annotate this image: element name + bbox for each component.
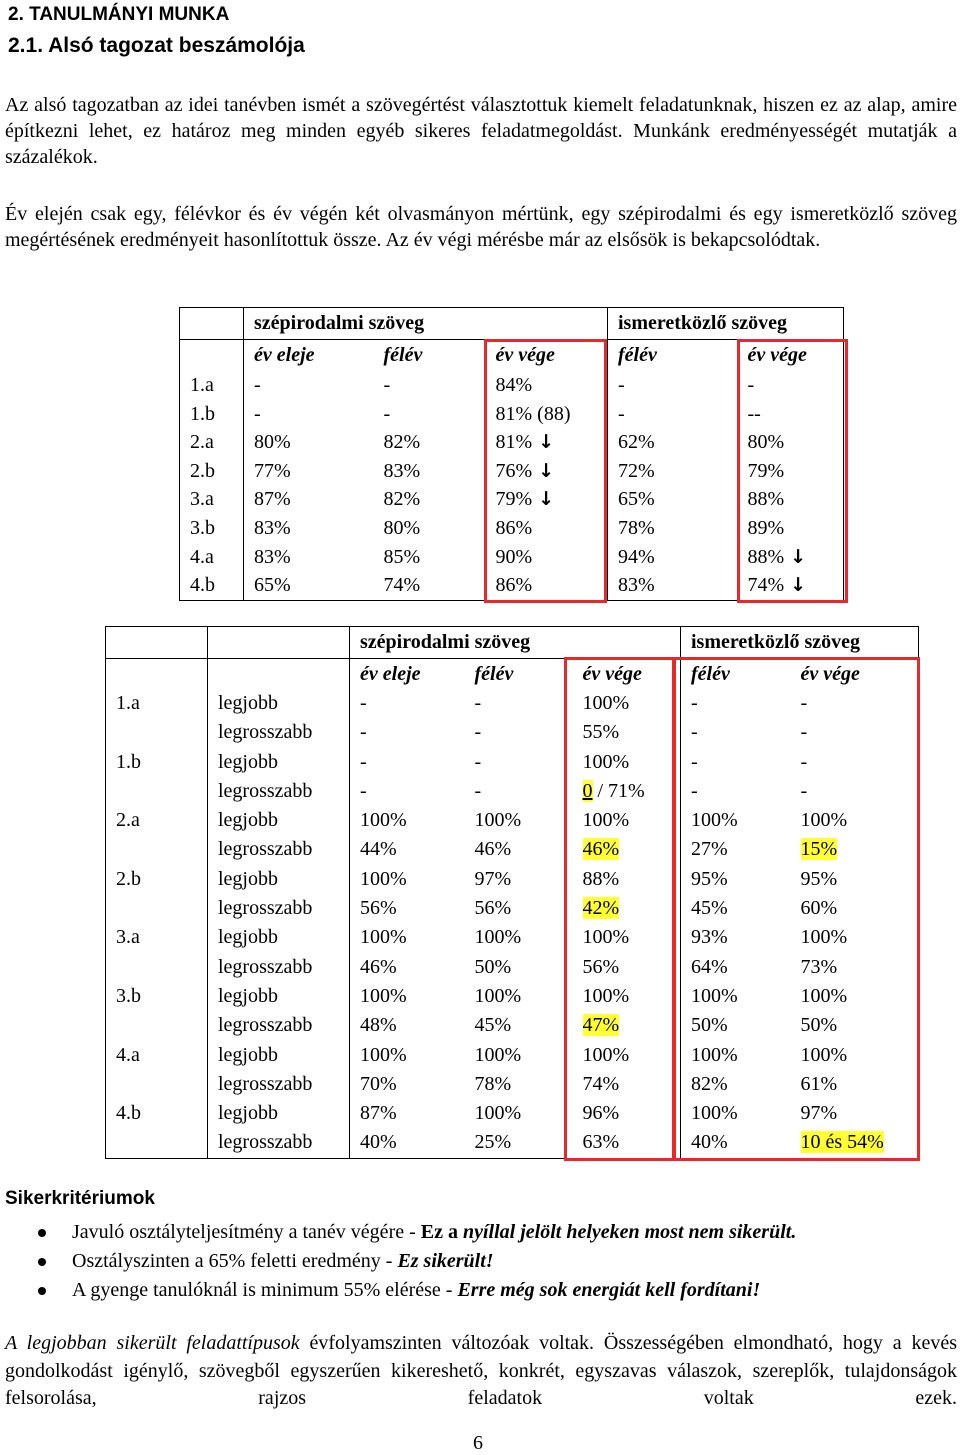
value-cell: 83%: [244, 514, 374, 543]
class-label-cell: 3.b: [116, 984, 141, 1007]
value-cell: -: [383, 374, 391, 396]
table-subheader-row: [106, 658, 919, 689]
table-row: [106, 835, 919, 864]
table-row: [106, 894, 919, 923]
value-cell: 100%: [582, 984, 630, 1007]
table-row: [106, 777, 919, 806]
value-cell: 100%: [474, 1043, 522, 1066]
kind-cell: legrosszabb: [208, 953, 350, 982]
value-cell: 100%: [582, 692, 630, 714]
table-header-row: [180, 308, 844, 340]
value-cell: 94%: [608, 543, 738, 572]
value-cell: 44%: [350, 835, 465, 864]
class-label-cell: 2.b: [190, 459, 215, 482]
value-cell: 95%: [800, 867, 838, 890]
kind-cell: legjobb: [208, 923, 350, 952]
value-cell: 60%: [800, 897, 838, 920]
value-cell: 78%: [608, 514, 738, 543]
value-cell: 86%: [495, 516, 533, 539]
value-cell: 50%: [474, 955, 512, 978]
value-cell: 83%: [608, 571, 738, 600]
group-header-literary: szépirodalmi szöveg: [244, 308, 608, 340]
value-cell: -: [350, 748, 465, 777]
value-cell: 83%: [383, 459, 421, 482]
table-row: [106, 689, 919, 718]
criteria-title: Sikerkritériumok: [5, 1188, 155, 1209]
table-row: [106, 718, 919, 747]
value-cell: -: [608, 371, 738, 400]
value-cell: 100%: [582, 1043, 630, 1066]
kind-cell: legrosszabb: [208, 835, 350, 864]
kind-cell: legjobb: [208, 982, 350, 1011]
class-label-cell: 1.b: [116, 750, 141, 773]
value-cell: 77%: [244, 457, 374, 486]
value-cell: -: [350, 777, 465, 806]
table-row: [106, 806, 919, 835]
value-cell: 0 / 71%: [582, 779, 645, 802]
list-item: Osztályszinten a 65% feletti eredmény - Ez sikerült!: [36, 1247, 796, 1276]
class-label-cell: 3.b: [190, 516, 215, 539]
value-cell: 100%: [350, 923, 465, 952]
value-cell: 100%: [681, 1099, 791, 1128]
list-item: Javuló osztályteljesítmény a tanév végére - Ez a nyíllal jelölt helyeken most nem sikerült.: [36, 1218, 796, 1247]
value-cell: 100%: [582, 809, 630, 832]
class-label-cell: 2.a: [190, 431, 214, 454]
class-label-cell: [106, 894, 208, 923]
method-paragraph: Év elején csak egy, félévkor és év végén két olvasmányon mértünk, egy szépirodalmi és egy ismeretközlő szöveg megértésének eredményeit hasonlítottuk össze. Az év végi mérésbe már az elsősök is bekapcsolódtak.: [5, 203, 957, 251]
value-cell: -: [800, 750, 808, 773]
kind-cell: legjobb: [208, 748, 350, 777]
class-label-cell: [106, 1070, 208, 1099]
value-cell: -: [474, 721, 482, 744]
kind-cell: legrosszabb: [208, 1070, 350, 1099]
value-cell: 82%: [383, 431, 421, 454]
class-label-cell: [106, 1011, 208, 1040]
subheader-cell: félév: [474, 662, 514, 685]
kind-cell: legjobb: [208, 1099, 350, 1128]
value-cell: 100%: [582, 926, 630, 949]
value-cell: 56%: [350, 894, 465, 923]
table-row: [180, 514, 844, 543]
value-cell: 100%: [681, 982, 791, 1011]
class-label-cell: 2.b: [116, 867, 141, 890]
table-row: [106, 1011, 919, 1040]
value-cell: -: [608, 400, 738, 429]
value-cell: --: [747, 402, 761, 425]
class-label-cell: [106, 1128, 208, 1158]
value-cell: 100%: [800, 809, 848, 832]
intro-paragraph: Az alsó tagozatban az idei tanévben ismét a szövegértést választottuk kiemelt feladatunknak, hiszen ez az alap, amire építkezni lehet, ez határoz meg minden egyéb sikeres feladatmegoldást. Munkánk eredményességét mutatják a százalékok.: [5, 94, 957, 168]
value-cell: 88% ↓: [747, 545, 807, 568]
kind-cell: legjobb: [208, 1041, 350, 1070]
value-cell: 100%: [350, 982, 465, 1011]
table-row: [180, 571, 844, 600]
value-cell: -: [681, 689, 791, 718]
table-row: [180, 543, 844, 572]
value-cell: 93%: [681, 923, 791, 952]
value-cell: 10 és 54%: [800, 1131, 884, 1154]
kind-cell: legjobb: [208, 806, 350, 835]
value-cell: 15%: [800, 838, 838, 861]
class-label-cell: 3.a: [190, 488, 214, 511]
subheader-cell: év vége: [495, 344, 555, 366]
value-cell: 50%: [800, 1014, 838, 1037]
table-row: [180, 485, 844, 514]
subheader-cell: év eleje: [244, 340, 374, 372]
table-row: [106, 865, 919, 894]
value-cell: 95%: [681, 865, 791, 894]
down-arrow-icon: ↓: [538, 459, 555, 482]
value-cell: -: [800, 721, 808, 744]
subheader-cell: év vége: [582, 662, 642, 685]
value-cell: 62%: [608, 428, 738, 457]
value-cell: 100%: [474, 984, 522, 1007]
table-subheader-row: [180, 340, 844, 372]
section-heading: 2. TANULMÁNYI MUNKA: [8, 4, 230, 25]
down-arrow-icon: ↓: [538, 488, 555, 511]
value-cell: 74%: [383, 574, 421, 597]
group-header-informational: ismeretközlő szöveg: [681, 627, 919, 659]
subsection-heading: 2.1. Alsó tagozat beszámolója: [8, 34, 305, 57]
value-cell: 65%: [244, 571, 374, 600]
value-cell: 50%: [681, 1011, 791, 1040]
value-cell: 46%: [350, 953, 465, 982]
kind-cell: legrosszabb: [208, 1128, 350, 1158]
value-cell: 80%: [244, 428, 374, 457]
value-cell: 65%: [608, 485, 738, 514]
value-cell: 74% ↓: [747, 574, 807, 597]
table-row: [180, 457, 844, 486]
table-row: [106, 923, 919, 952]
value-cell: 100%: [350, 806, 465, 835]
table-row: [106, 953, 919, 982]
table-row: [106, 982, 919, 1011]
value-cell: -: [474, 779, 482, 802]
down-arrow-icon: ↓: [790, 545, 807, 568]
value-cell: 86%: [495, 574, 533, 597]
value-cell: 81% (88): [495, 402, 571, 425]
value-cell: 100%: [681, 1041, 791, 1070]
table-row: [106, 1128, 919, 1158]
kind-cell: legjobb: [208, 689, 350, 718]
value-cell: 80%: [747, 431, 785, 454]
table-row: [180, 371, 844, 400]
value-cell: 87%: [350, 1099, 465, 1128]
table-row: [180, 428, 844, 457]
value-cell: 100%: [800, 1043, 848, 1066]
value-cell: 56%: [582, 955, 620, 978]
value-cell: -: [800, 779, 808, 802]
class-label-cell: 2.a: [116, 809, 140, 832]
value-cell: -: [681, 718, 791, 747]
value-cell: 45%: [474, 1014, 512, 1037]
value-cell: 87%: [244, 485, 374, 514]
value-cell: 61%: [800, 1072, 838, 1095]
value-cell: -: [474, 692, 482, 714]
class-label-cell: [106, 835, 208, 864]
class-label-cell: 4.b: [190, 574, 215, 597]
summary-paragraph: A legjobban sikerült feladattípusok évfolyamszinten változóak voltak. Összességében elmondható, hogy a kevés gondolkodást igénylő, szövegből egyszerűen kikereshető, konkrét, egyszavas válaszok, szereplők, tulajdonságok felsorolása, rajzos feladatok voltak ezek.: [5, 1332, 958, 1409]
value-cell: 42%: [582, 897, 620, 920]
class-label-cell: [106, 953, 208, 982]
value-cell: 100%: [474, 809, 522, 832]
class-label-cell: 4.a: [190, 545, 214, 568]
results-table-best-worst: [105, 626, 919, 1159]
kind-cell: legrosszabb: [208, 1011, 350, 1040]
value-cell: 83%: [244, 543, 374, 572]
criteria-list: [36, 1218, 796, 1305]
kind-cell: legrosszabb: [208, 777, 350, 806]
class-label-cell: [106, 777, 208, 806]
value-cell: 63%: [582, 1131, 620, 1154]
value-cell: 40%: [350, 1128, 465, 1158]
subheader-cell: év vége: [747, 344, 807, 366]
value-cell: 81% ↓: [495, 431, 555, 454]
value-cell: 55%: [582, 721, 620, 744]
value-cell: 79% ↓: [495, 488, 555, 511]
value-cell: 100%: [681, 806, 791, 835]
value-cell: 74%: [582, 1072, 620, 1095]
value-cell: -: [474, 750, 482, 773]
value-cell: 47%: [582, 1014, 620, 1037]
class-label-cell: [106, 718, 208, 747]
table-row: [180, 400, 844, 429]
value-cell: 78%: [474, 1072, 512, 1095]
value-cell: 46%: [474, 838, 512, 861]
kind-cell: legrosszabb: [208, 718, 350, 747]
group-header-informational: ismeretközlő szöveg: [608, 308, 844, 340]
value-cell: -: [681, 748, 791, 777]
subheader-cell: év vége: [800, 662, 860, 685]
value-cell: 89%: [747, 516, 785, 539]
group-header-literary: szépirodalmi szöveg: [350, 627, 681, 659]
value-cell: 70%: [350, 1070, 465, 1099]
value-cell: 40%: [681, 1128, 791, 1158]
value-cell: 88%: [582, 867, 620, 890]
table-row: [106, 1099, 919, 1128]
value-cell: 96%: [582, 1102, 620, 1125]
value-cell: 100%: [474, 926, 522, 949]
value-cell: 80%: [383, 516, 421, 539]
subheader-cell: félév: [608, 340, 738, 372]
value-cell: 97%: [474, 867, 512, 890]
subheader-cell: félév: [681, 658, 791, 689]
value-cell: 64%: [681, 953, 791, 982]
value-cell: 88%: [747, 488, 785, 511]
value-cell: -: [800, 692, 808, 714]
value-cell: -: [747, 374, 755, 396]
results-table-class-averages: [179, 307, 844, 601]
value-cell: 82%: [383, 488, 421, 511]
value-cell: 56%: [474, 897, 512, 920]
value-cell: 100%: [582, 750, 630, 773]
value-cell: -: [244, 400, 374, 429]
class-label-cell: 4.b: [116, 1102, 141, 1125]
value-cell: -: [244, 371, 374, 400]
value-cell: 100%: [350, 1041, 465, 1070]
table-row: [106, 1070, 919, 1099]
value-cell: -: [681, 777, 791, 806]
class-label-cell: 1.b: [190, 402, 215, 425]
table-row: [106, 1041, 919, 1070]
value-cell: 85%: [383, 545, 421, 568]
value-cell: 45%: [681, 894, 791, 923]
value-cell: 100%: [800, 984, 848, 1007]
value-cell: 27%: [681, 835, 791, 864]
value-cell: 84%: [495, 374, 533, 396]
value-cell: 97%: [800, 1102, 838, 1125]
value-cell: 79%: [747, 459, 785, 482]
value-cell: 100%: [350, 865, 465, 894]
value-cell: 46%: [582, 838, 620, 861]
value-cell: 25%: [474, 1131, 512, 1154]
subheader-cell: év eleje: [350, 658, 465, 689]
class-label-cell: 3.a: [116, 926, 140, 949]
table-row: [106, 748, 919, 777]
page-number: 6: [473, 1432, 483, 1454]
list-item: A gyenge tanulóknál is minimum 55% elérése - Erre még sok energiát kell fordítani!: [36, 1276, 796, 1305]
down-arrow-icon: ↓: [790, 574, 807, 597]
class-label-cell: 1.a: [116, 692, 140, 714]
class-label-cell: 4.a: [116, 1043, 140, 1066]
value-cell: -: [350, 689, 465, 718]
value-cell: 76% ↓: [495, 459, 555, 482]
value-cell: 82%: [681, 1070, 791, 1099]
value-cell: 90%: [495, 545, 533, 568]
kind-cell: legjobb: [208, 865, 350, 894]
down-arrow-icon: ↓: [538, 431, 555, 454]
kind-cell: legrosszabb: [208, 894, 350, 923]
value-cell: 100%: [800, 926, 848, 949]
value-cell: 73%: [800, 955, 838, 978]
value-cell: -: [350, 718, 465, 747]
value-cell: 72%: [608, 457, 738, 486]
table-header-row: [106, 627, 919, 659]
value-cell: 48%: [350, 1011, 465, 1040]
value-cell: 100%: [474, 1102, 522, 1125]
subheader-cell: félév: [383, 344, 423, 366]
value-cell: -: [383, 402, 391, 425]
class-label-cell: 1.a: [190, 374, 214, 396]
